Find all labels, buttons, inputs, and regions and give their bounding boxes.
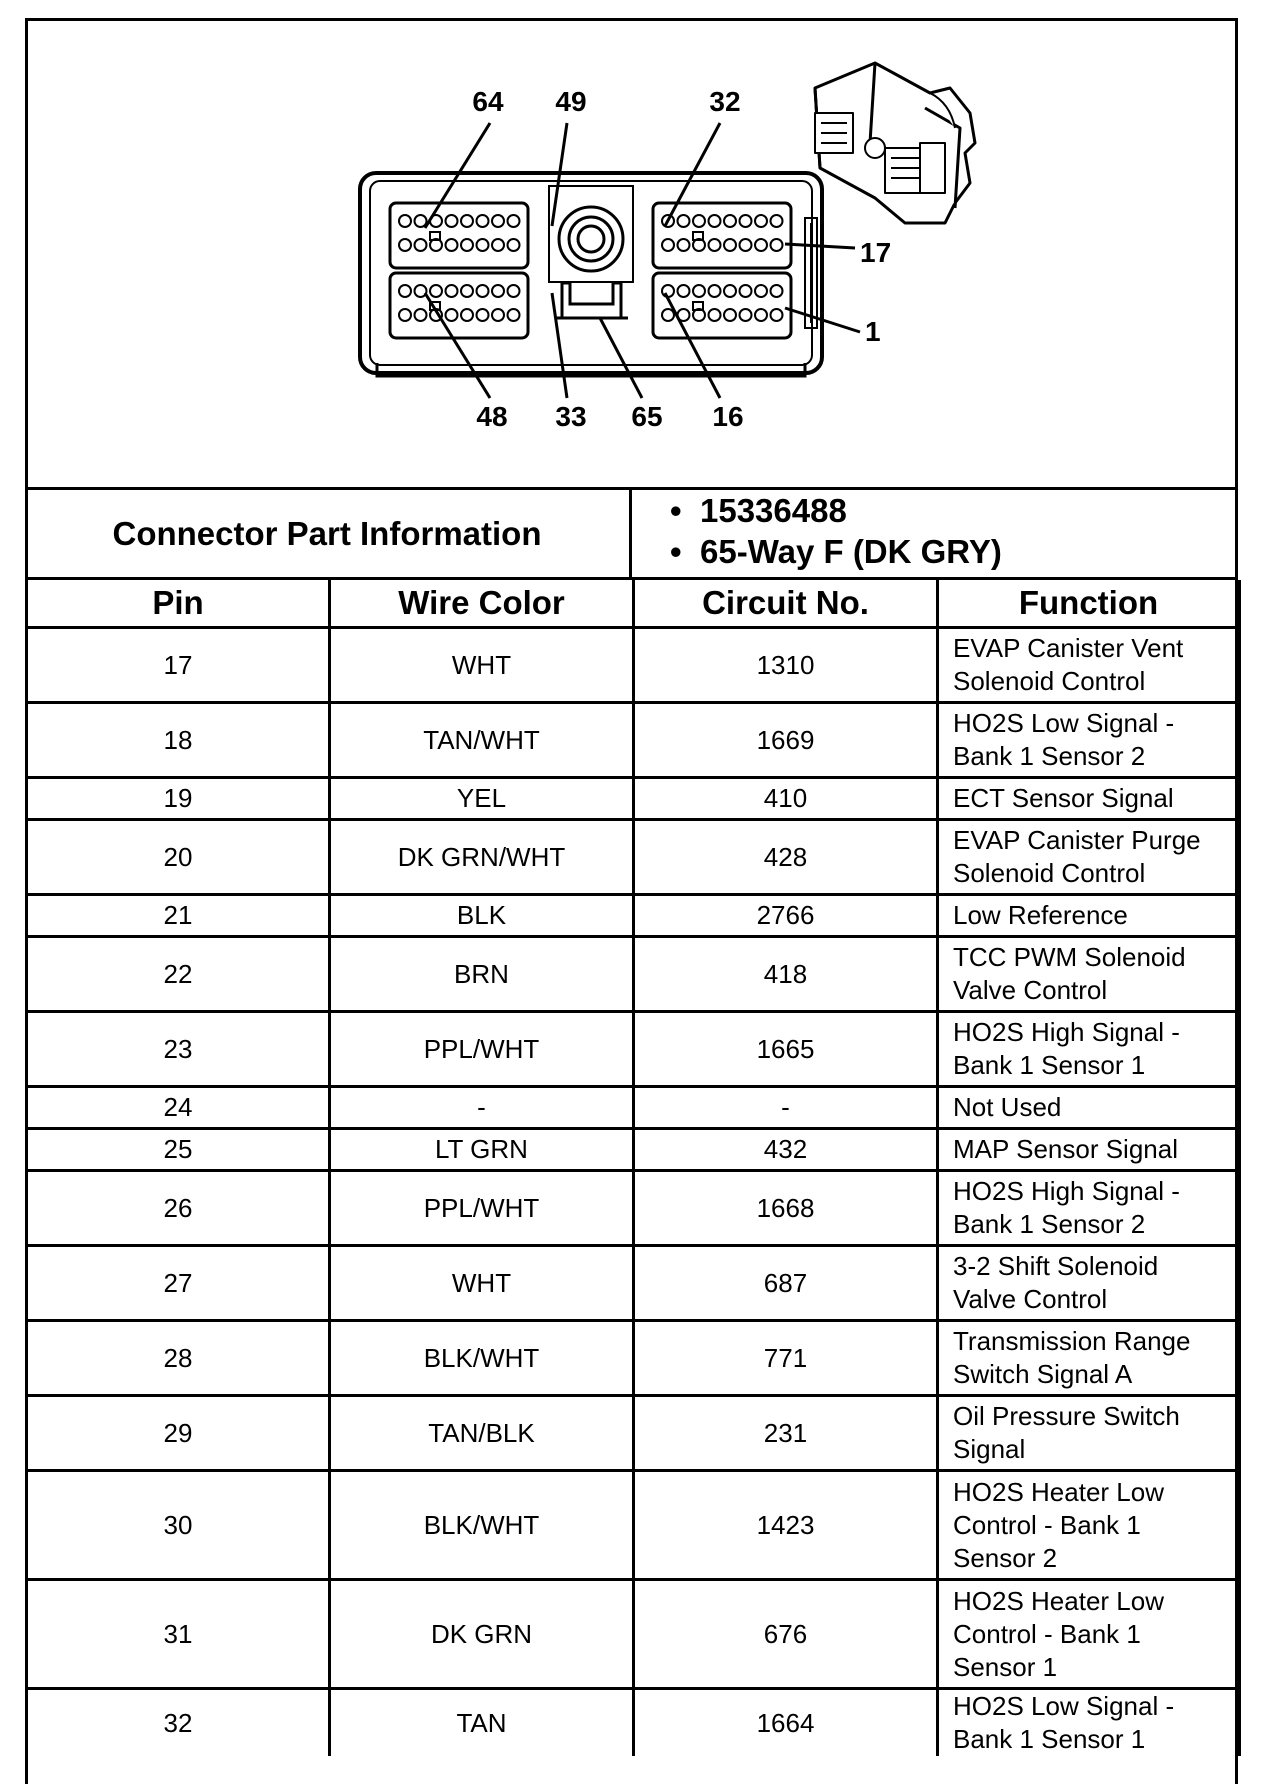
function-cell	[938, 1580, 1240, 1689]
function-line: Low Reference	[953, 900, 1128, 930]
function-line: Bank 1 Sensor 1	[953, 1050, 1146, 1080]
table-row	[27, 937, 1240, 1012]
pin-socket	[446, 215, 458, 227]
function-line: Valve Control	[953, 975, 1108, 1005]
circuit-cell: 418	[634, 937, 938, 1012]
wire-color-cell: BLK/WHT	[330, 1471, 634, 1580]
pin-cell: 24	[27, 1087, 330, 1129]
function-line: Signal	[953, 1434, 1026, 1464]
pin-block-top-left	[390, 203, 528, 268]
pin-socket	[492, 309, 504, 321]
function-cell	[938, 820, 1240, 895]
pin-socket	[755, 309, 767, 321]
pin-socket	[755, 285, 767, 297]
connector-drawing	[25, 18, 1238, 487]
pin-label-48: 48	[476, 401, 508, 432]
bullet-icon: •	[670, 533, 682, 570]
function-line: Sensor 2	[953, 1542, 1058, 1573]
pin-socket	[399, 285, 411, 297]
pin-socket	[415, 239, 427, 251]
table-row	[27, 1689, 1240, 1757]
function-cell	[938, 1321, 1240, 1396]
pin-label-17: 17	[860, 237, 892, 268]
pin-socket	[693, 285, 705, 297]
header-function: Function	[938, 580, 1240, 628]
table-row	[27, 1396, 1240, 1471]
table-row	[27, 820, 1240, 895]
table-row	[27, 703, 1240, 778]
pin-socket	[508, 285, 520, 297]
table-header-row	[27, 580, 1240, 628]
pin-cell: 17	[27, 628, 330, 703]
wire-color-cell: DK GRN	[330, 1580, 634, 1689]
pin-cell: 29	[27, 1396, 330, 1471]
pin-socket	[724, 239, 736, 251]
pin-label-32: 32	[709, 86, 741, 117]
pin-socket	[508, 215, 520, 227]
function-line: ECT Sensor Signal	[953, 783, 1174, 813]
pin-cell: 22	[27, 937, 330, 1012]
circuit-cell: 1669	[634, 703, 938, 778]
function-cell	[938, 1171, 1240, 1246]
circuit-cell: 231	[634, 1396, 938, 1471]
function-line: 3-2 Shift Solenoid	[953, 1251, 1159, 1281]
circuit-cell: 2766	[634, 895, 938, 937]
circuit-cell: 771	[634, 1321, 938, 1396]
pin-label-65: 65	[631, 401, 663, 432]
pin-socket	[755, 215, 767, 227]
circuit-cell: 428	[634, 820, 938, 895]
header-circuit-no: Circuit No.	[634, 580, 938, 628]
pin-socket	[415, 215, 427, 227]
pin-cell: 18	[27, 703, 330, 778]
pin-socket	[724, 309, 736, 321]
pin-socket	[508, 239, 520, 251]
pin-label-1: 1	[865, 316, 881, 347]
circuit-cell: 687	[634, 1246, 938, 1321]
function-cell	[938, 1396, 1240, 1471]
pin-socket	[678, 239, 690, 251]
function-line: HO2S Low Signal -	[953, 708, 1175, 738]
function-line: HO2S High Signal -	[953, 1176, 1180, 1206]
function-cell	[938, 1012, 1240, 1087]
pin-socket	[678, 215, 690, 227]
pin-cell: 30	[27, 1471, 330, 1580]
connector-description: 65-Way F (DK GRY)	[700, 533, 1002, 570]
circuit-cell: 1665	[634, 1012, 938, 1087]
wire-color-cell: DK GRN/WHT	[330, 820, 634, 895]
connector-info-title: Connector Part Information	[25, 490, 632, 577]
circuit-cell: 432	[634, 1129, 938, 1171]
pin-cell: 32	[27, 1689, 330, 1757]
pin-socket	[755, 239, 767, 251]
pin-socket	[709, 285, 721, 297]
pin-socket	[492, 239, 504, 251]
pin-socket	[709, 239, 721, 251]
pin-socket	[724, 285, 736, 297]
function-line: Transmission Range	[953, 1326, 1191, 1356]
pin-block-bottom-left	[390, 273, 528, 338]
pin-socket	[399, 239, 411, 251]
pin-socket	[709, 215, 721, 227]
function-line: HO2S Heater Low	[953, 1476, 1164, 1507]
pin-socket	[399, 309, 411, 321]
pin-socket	[461, 285, 473, 297]
function-cell	[938, 778, 1240, 820]
wire-color-cell: BLK/WHT	[330, 1321, 634, 1396]
function-line: HO2S High Signal -	[953, 1017, 1180, 1047]
pin-socket	[724, 215, 736, 227]
pin-socket	[740, 285, 752, 297]
pin-socket	[740, 215, 752, 227]
wire-color-cell: -	[330, 1087, 634, 1129]
pin-socket	[446, 285, 458, 297]
function-cell	[938, 628, 1240, 703]
connector-diagram	[25, 18, 1238, 490]
bullet-icon: •	[670, 492, 682, 529]
pin-socket	[461, 239, 473, 251]
connector-3d-thumbnail	[815, 63, 975, 223]
pin-socket	[477, 309, 489, 321]
pin-rows	[27, 628, 1240, 1757]
pin-cell: 25	[27, 1129, 330, 1171]
function-line: TCC PWM Solenoid	[953, 942, 1186, 972]
center-post	[549, 186, 633, 282]
leader-lines	[425, 123, 860, 398]
pin-65-key	[555, 283, 628, 318]
pin-socket	[492, 285, 504, 297]
pin-block-bottom-right	[653, 273, 791, 338]
table-row	[27, 1012, 1240, 1087]
function-cell	[938, 937, 1240, 1012]
function-line: HO2S Low Signal -	[953, 1691, 1175, 1721]
pin-cell: 27	[27, 1246, 330, 1321]
pin-socket	[709, 309, 721, 321]
function-line: HO2S Heater Low	[953, 1585, 1164, 1616]
circuit-cell: 676	[634, 1580, 938, 1689]
connector-info-values	[632, 490, 1235, 577]
pin-socket	[771, 215, 783, 227]
pin-socket	[415, 309, 427, 321]
table-row	[27, 1129, 1240, 1171]
function-line: Solenoid Control	[953, 666, 1146, 696]
pin-socket	[662, 309, 674, 321]
circuit-cell: 1664	[634, 1689, 938, 1757]
function-line: EVAP Canister Vent	[953, 633, 1184, 663]
pin-table	[25, 580, 1241, 1756]
wire-color-cell: TAN	[330, 1689, 634, 1757]
pin-socket	[477, 285, 489, 297]
function-cell	[938, 1129, 1240, 1171]
pin-label-16: 16	[712, 401, 744, 432]
pin-socket	[662, 285, 674, 297]
pin-label-64: 64	[472, 86, 504, 117]
wire-color-cell: WHT	[330, 628, 634, 703]
pin-socket	[477, 239, 489, 251]
function-cell	[938, 1689, 1240, 1757]
table-row	[27, 1580, 1240, 1689]
wire-color-cell: PPL/WHT	[330, 1171, 634, 1246]
table-row	[27, 1246, 1240, 1321]
header-pin: Pin	[27, 580, 330, 628]
function-cell	[938, 703, 1240, 778]
function-line: Control - Bank 1	[953, 1618, 1141, 1649]
circuit-cell: 410	[634, 778, 938, 820]
pin-socket	[399, 215, 411, 227]
function-line: MAP Sensor Signal	[953, 1134, 1178, 1164]
header-wire-color: Wire Color	[330, 580, 634, 628]
function-line: Bank 1 Sensor 2	[953, 1209, 1146, 1239]
pin-socket	[477, 215, 489, 227]
pin-socket	[771, 239, 783, 251]
function-cell	[938, 1087, 1240, 1129]
circuit-cell: 1423	[634, 1471, 938, 1580]
wire-color-cell: WHT	[330, 1246, 634, 1321]
wire-color-cell: YEL	[330, 778, 634, 820]
pin-socket	[771, 309, 783, 321]
pin-socket	[461, 309, 473, 321]
pin-label-33: 33	[555, 401, 587, 432]
table-row	[27, 628, 1240, 703]
table-row	[27, 1171, 1240, 1246]
pin-socket	[740, 309, 752, 321]
function-line: Bank 1 Sensor 1	[953, 1724, 1146, 1754]
pin-cell: 20	[27, 820, 330, 895]
function-line: Control - Bank 1	[953, 1509, 1141, 1540]
wire-color-cell: PPL/WHT	[330, 1012, 634, 1087]
pin-socket	[678, 285, 690, 297]
pin-socket	[693, 215, 705, 227]
wire-color-cell: BRN	[330, 937, 634, 1012]
part-number: 15336488	[700, 492, 847, 529]
pin-socket	[740, 239, 752, 251]
function-cell	[938, 1471, 1240, 1580]
pin-socket	[461, 215, 473, 227]
pin-cell: 31	[27, 1580, 330, 1689]
function-line: Bank 1 Sensor 2	[953, 741, 1146, 771]
function-cell	[938, 1246, 1240, 1321]
pin-socket	[446, 309, 458, 321]
pin-socket	[771, 285, 783, 297]
circuit-cell: -	[634, 1087, 938, 1129]
connector-description-line	[670, 531, 1235, 572]
pin-label-49: 49	[555, 86, 587, 117]
pin-cell: 28	[27, 1321, 330, 1396]
table-row	[27, 1087, 1240, 1129]
pin-socket	[492, 215, 504, 227]
pin-cell: 21	[27, 895, 330, 937]
table-row	[27, 778, 1240, 820]
pin-socket	[430, 285, 442, 297]
pin-socket	[662, 239, 674, 251]
pin-socket	[446, 239, 458, 251]
pin-cell: 19	[27, 778, 330, 820]
pin-cell: 26	[27, 1171, 330, 1246]
table-row	[27, 1471, 1240, 1580]
function-line: Not Used	[953, 1092, 1062, 1122]
circuit-cell: 1668	[634, 1171, 938, 1246]
wire-color-cell: BLK	[330, 895, 634, 937]
function-line: EVAP Canister Purge	[953, 825, 1201, 855]
function-line: Sensor 1	[953, 1651, 1058, 1682]
table-row	[27, 895, 1240, 937]
wire-color-cell: TAN/WHT	[330, 703, 634, 778]
function-line: Oil Pressure Switch	[953, 1401, 1180, 1431]
part-number-line	[670, 490, 1235, 531]
wire-color-cell: TAN/BLK	[330, 1396, 634, 1471]
wire-color-cell: LT GRN	[330, 1129, 634, 1171]
function-cell	[938, 895, 1240, 937]
function-line: Switch Signal A	[953, 1359, 1133, 1389]
function-line: Solenoid Control	[953, 858, 1146, 888]
function-line: Valve Control	[953, 1284, 1108, 1314]
circuit-cell: 1310	[634, 628, 938, 703]
pin-socket	[508, 309, 520, 321]
table-row	[27, 1321, 1240, 1396]
connector-info-row	[25, 490, 1238, 580]
pin-cell: 23	[27, 1012, 330, 1087]
